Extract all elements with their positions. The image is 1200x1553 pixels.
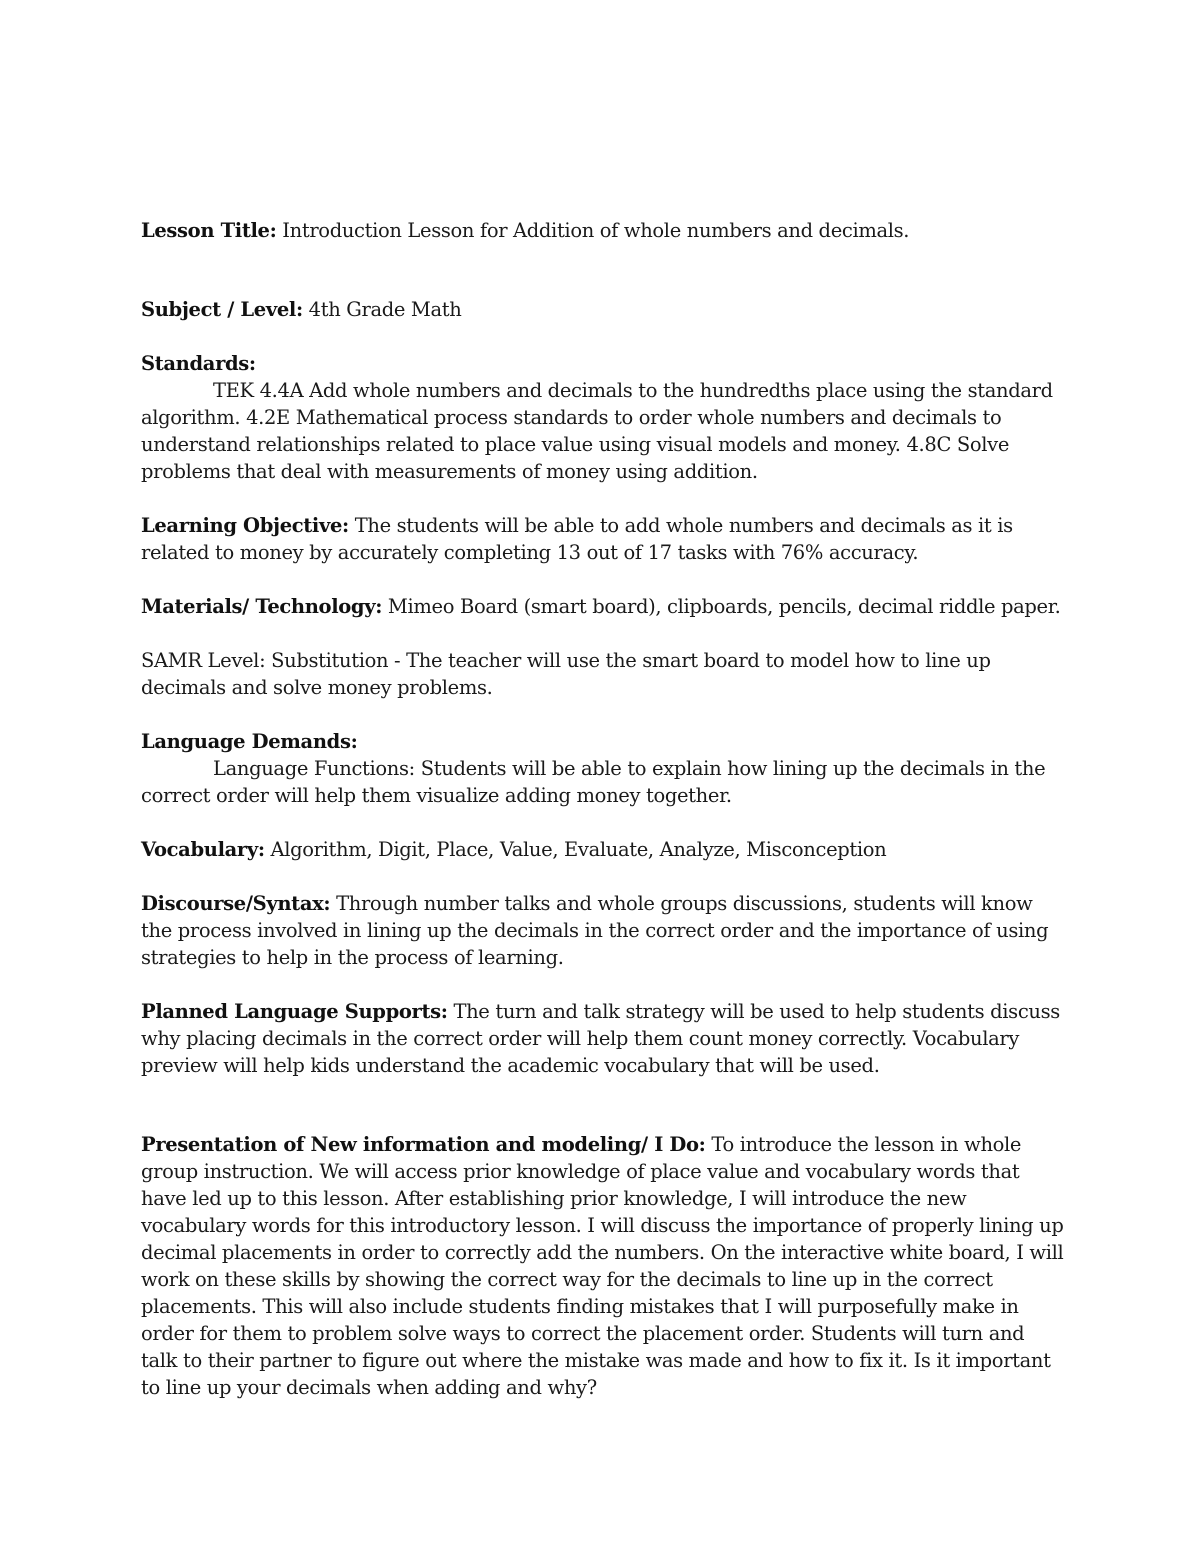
learning-objective-text: The students will be able to add whole numbers and decimals as it is related to money by accurately completing 13 out of 17 tasks with 76% accuracy. — [141, 514, 1013, 564]
lesson-title-line — [141, 217, 1066, 244]
subject-level-line — [141, 296, 1066, 323]
subject-level-label: Subject / Level: — [141, 298, 303, 321]
lesson-plan-body — [141, 217, 1066, 1401]
language-demands-label: Language Demands: — [141, 730, 358, 753]
language-functions-text: Language Functions: Students will be able to explain how lining up the decimals in the correct order will help them visualize adding money together. — [141, 757, 1046, 807]
lesson-title-label: Lesson Title: — [141, 219, 277, 242]
presentation-text: To introduce the lesson in whole group instruction. We will access prior knowledge of place value and vocabulary words that have led up to this lesson. After establishing prior knowledge, I will introduce the new vocabulary words for this introductory lesson. I will discuss the importance of properly lining up decimal placements in order to correctly add the numbers. On the interactive white board, I will work on these skills by showing the correct way for the decimals to line up in the correct placements. This will also include students finding mistakes that I will purposefully make in order for them to problem solve ways to correct the placement order. Students will turn and talk to their partner to figure out where the mistake was made and how to fix it. Is it important to line up your decimals when adding and why? — [141, 1133, 1064, 1399]
subject-level-text: 4th Grade Math — [302, 298, 462, 321]
discourse-label: Discourse/Syntax: — [141, 892, 331, 915]
materials-text: Mimeo Board (smart board), clipboards, pencils, decimal riddle paper. — [382, 595, 1061, 618]
learning-objective-paragraph — [141, 512, 1066, 566]
planned-supports-text: The turn and talk strategy will be used to help students discuss why placing decimals in the correct order will help them count money correctly. Vocabulary preview will help kids understand the academic vocabulary that will be used. — [141, 1000, 1060, 1077]
presentation-paragraph — [141, 1131, 1066, 1401]
samr-paragraph: SAMR Level: Substitution - The teacher will use the smart board to model how to line up decimals and solve money problems. — [141, 649, 991, 699]
standards-text: TEK 4.4A Add whole numbers and decimals to the hundredths place using the standard algorithm. 4.2E Mathematical process standards to order whole numbers and decimals to understand relationships related to place value using visual models and money. 4.8C Solve problems that deal with measurements of money using addition. — [141, 379, 1053, 483]
materials-label: Materials/ Technology: — [141, 595, 383, 618]
vocabulary-label: Vocabulary: — [141, 838, 265, 861]
planned-supports-label: Planned Language Supports: — [141, 1000, 448, 1023]
standards-label: Standards: — [141, 352, 256, 375]
standards-heading — [141, 350, 1066, 377]
vocabulary-text: Algorithm, Digit, Place, Value, Evaluate, Analyze, Misconception — [264, 838, 887, 861]
language-demands-heading — [141, 728, 1066, 755]
planned-supports-paragraph — [141, 998, 1066, 1079]
discourse-paragraph — [141, 890, 1066, 971]
vocabulary-paragraph — [141, 836, 1066, 863]
lesson-title-text: Introduction Lesson for Addition of whole numbers and decimals. — [276, 219, 910, 242]
materials-paragraph — [141, 593, 1066, 620]
discourse-text: Through number talks and whole groups discussions, students will know the process involved in lining up the decimals in the correct order and the importance of using strategies to help in the process of learning. — [141, 892, 1049, 969]
presentation-label: Presentation of New information and modeling/ I Do: — [141, 1133, 706, 1156]
learning-objective-label: Learning Objective: — [141, 514, 349, 537]
